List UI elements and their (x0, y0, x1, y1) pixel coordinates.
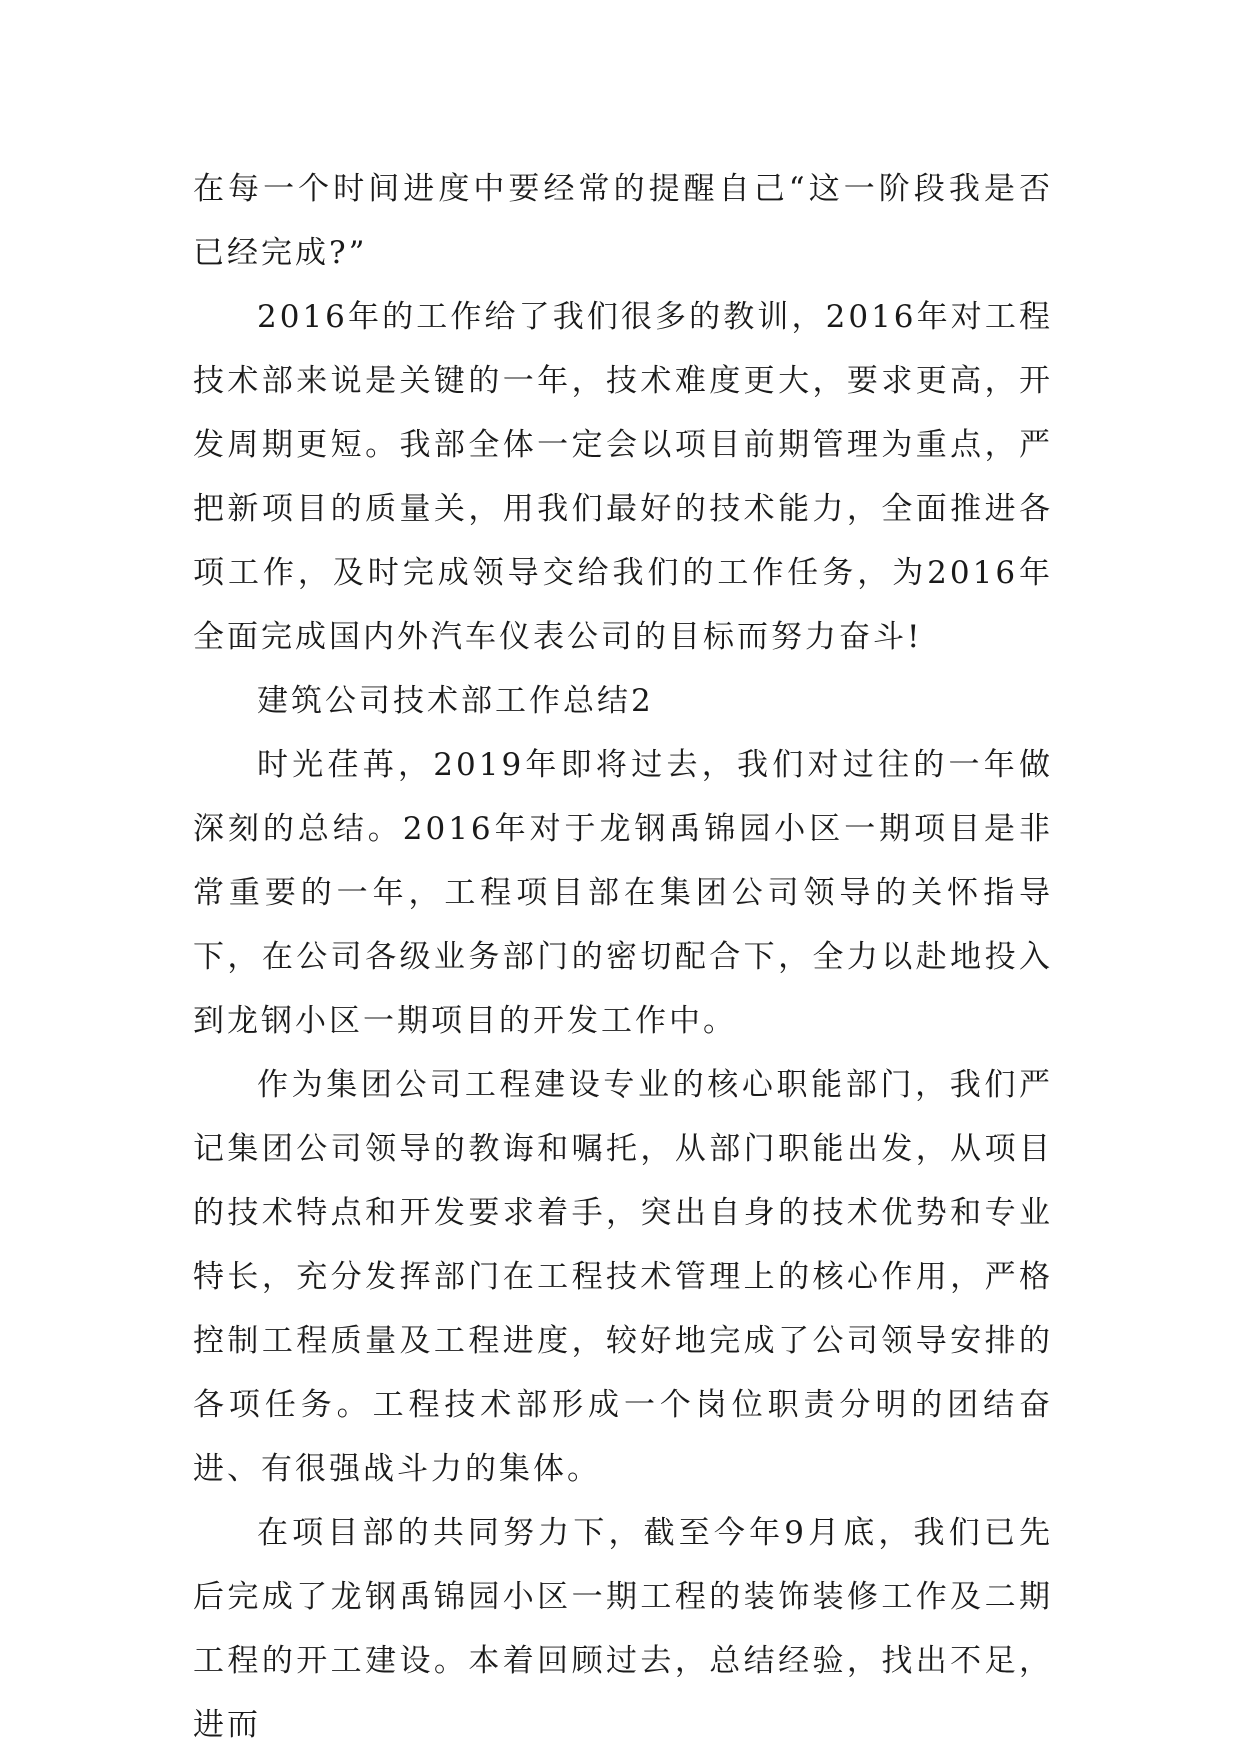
paragraph-progress: 在项目部的共同努力下，截至今年9月底，我们已先后完成了龙钢禹锦园小区一期工程的装饰装修工作及二期工程的开工建设。本着回顾过去，总结经验，找出不足，进而 (193, 1515, 1053, 1743)
paragraph-2016-lessons: 2016年的工作给了我们很多的教训，2016年对工程技术部来说是关键的一年，技术难度更大，要求更高，开发周期更短。我部全体一定会以项目前期管理为重点，严把新项目的质量关，用我们最好的技术能力，全面推进各项工作，及时完成领导交给我们的工作任务，为2016年全面完成国内外汽车仪表公司的目标而努力奋斗! (193, 299, 1053, 655)
paragraph-time-passes: 时光荏苒，2019年即将过去，我们对过往的一年做深刻的总结。2016年对于龙钢禹锦园小区一期项目是非常重要的一年，工程项目部在集团公司领导的关怀指导下，在公司各级业务部门的密切配合下，全力以赴地投入到龙钢小区一期项目的开发工作中。 (193, 747, 1053, 1039)
section-heading: 建筑公司技术部工作总结2 (257, 683, 654, 719)
paragraph-continuation: 在每一个时间进度中要经常的提醒自己“这一阶段我是否已经完成?” (193, 171, 1053, 271)
paragraph-core-department: 作为集团公司工程建设专业的核心职能部门，我们严记集团公司领导的教诲和嘱托，从部门职能出发，从项目的技术特点和开发要求着手，突出自身的技术优势和专业特长，充分发挥部门在工程技术管理上的核心作用，严格控制工程质量及工程进度，较好地完成了公司领导安排的各项任务。工程技术部形成一个岗位职责分明的团结奋进、有很强战斗力的集体。 (193, 1067, 1053, 1487)
document-body (193, 157, 1053, 1757)
